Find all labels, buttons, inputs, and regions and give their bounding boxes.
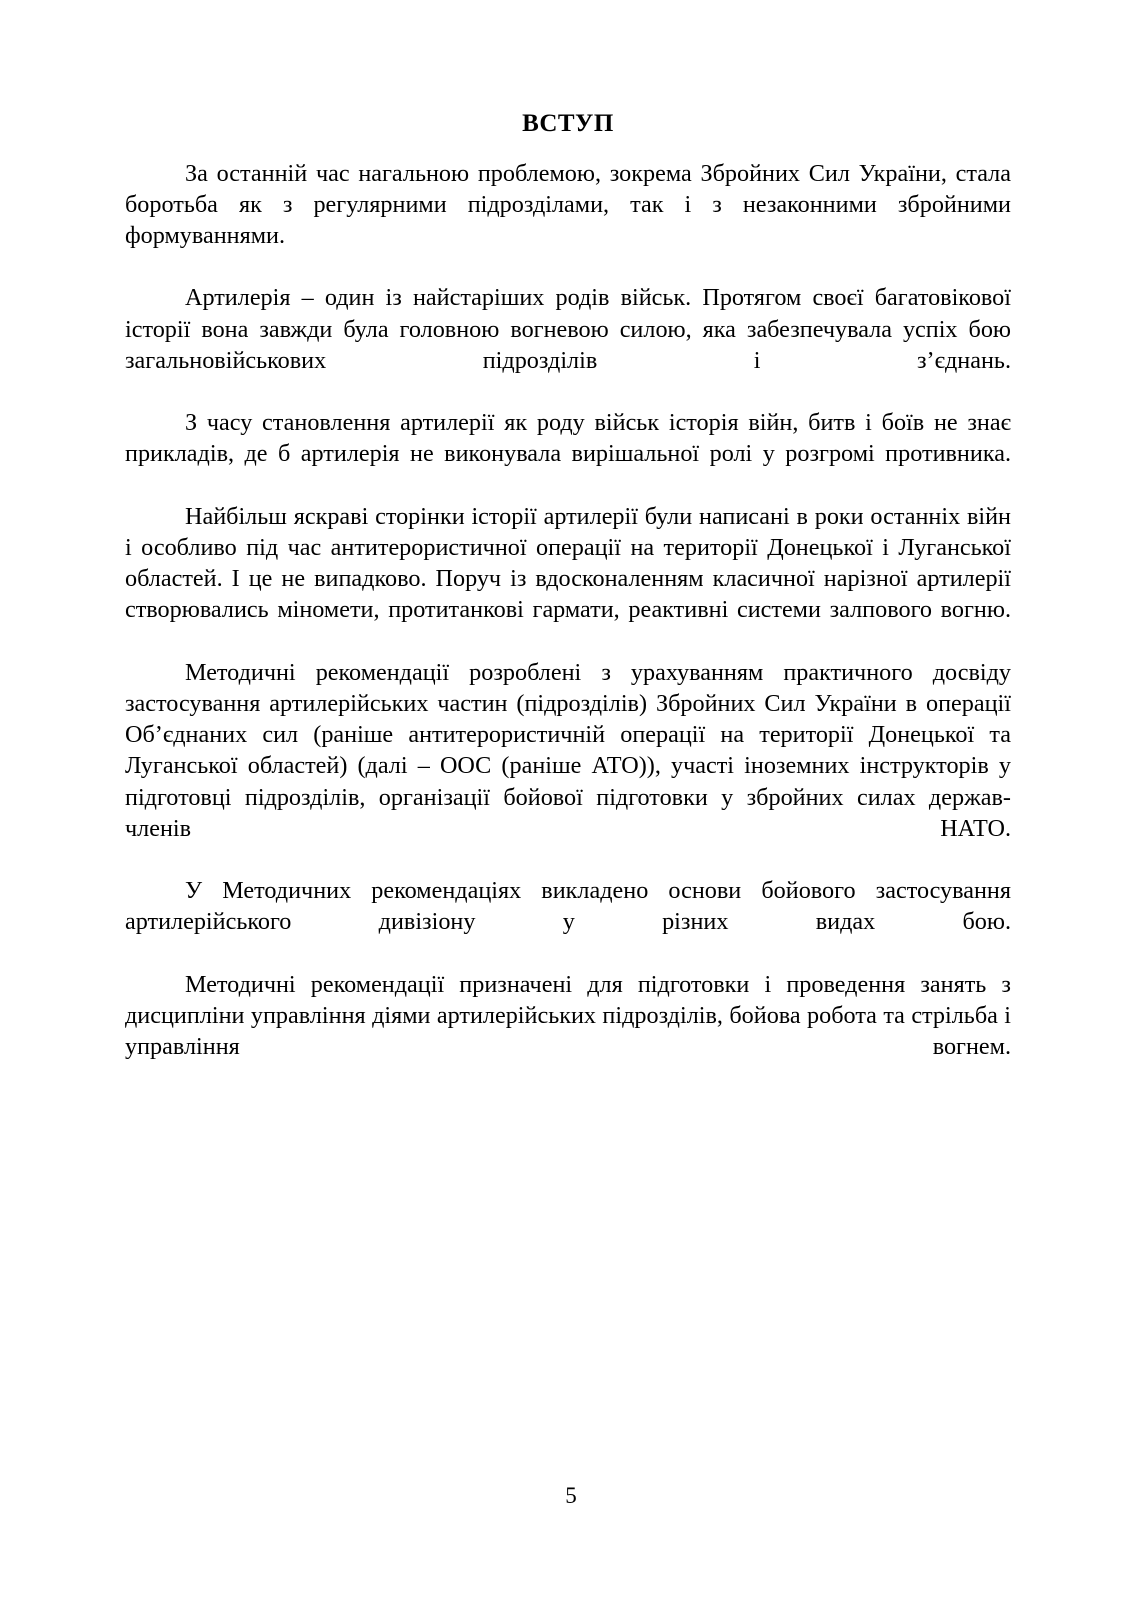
page-content	[125, 108, 1011, 1094]
page-title: ВСТУП	[522, 110, 614, 137]
body-paragraph: Методичні рекомендації призначені для підготовки і проведення занять з дисципліни управління діями артилерійських підрозділів, бойова робота та стрільба і управління вогнем.	[125, 970, 1011, 1061]
page-number: 5	[565, 1483, 577, 1508]
body-paragraph: За останній час нагальною проблемою, зокрема Збройних Сил України, стала боротьба як з регулярними підрозділами, так і з незаконними збройними формуваннями.	[125, 159, 1011, 249]
body-paragraph: У Методичних рекомендаціях викладено основи бойового застосування артилерійського дивізіону у різних видах бою.	[125, 877, 1011, 936]
body-paragraph: З часу становлення артилерії як роду військ історія війн, битв і боїв не знає прикладів, де б артилерія не виконувала вирішальної ролі у розгромі противника.	[125, 409, 1011, 468]
body-paragraph: Артилерія – один із найстаріших родів військ. Протягом своєї багатовікової історії вона завжди була головною вогневою силою, яка забезпечувала успіх бою загальновійськових підрозділів і з’єднань.	[125, 284, 1011, 374]
body-paragraph: Найбільш яскраві сторінки історії артилерії були написані в роки останніх війн і особливо під час антитерористичної операції на території Донецької і Луганської областей. І це не випадково. Поруч із вдосконаленням класичної нарізної артилерії створювались міномети, протитанкові гармати, реактивні системи залпового вогню.	[125, 502, 1011, 624]
body-paragraph: Методичні рекомендації розроблені з урахуванням практичного досвіду застосування артилерійських частин (підрозділів) Збройних Сил України в операції Об’єднаних сил (раніше антитерористичній операції на території Донецької та Луганської областей) (далі – ООС (раніше АТО)), участі іноземних інструкторів у підготовці підрозділів, організації бойової підготовки у збройних силах держав-членів НАТО.	[125, 658, 1011, 842]
